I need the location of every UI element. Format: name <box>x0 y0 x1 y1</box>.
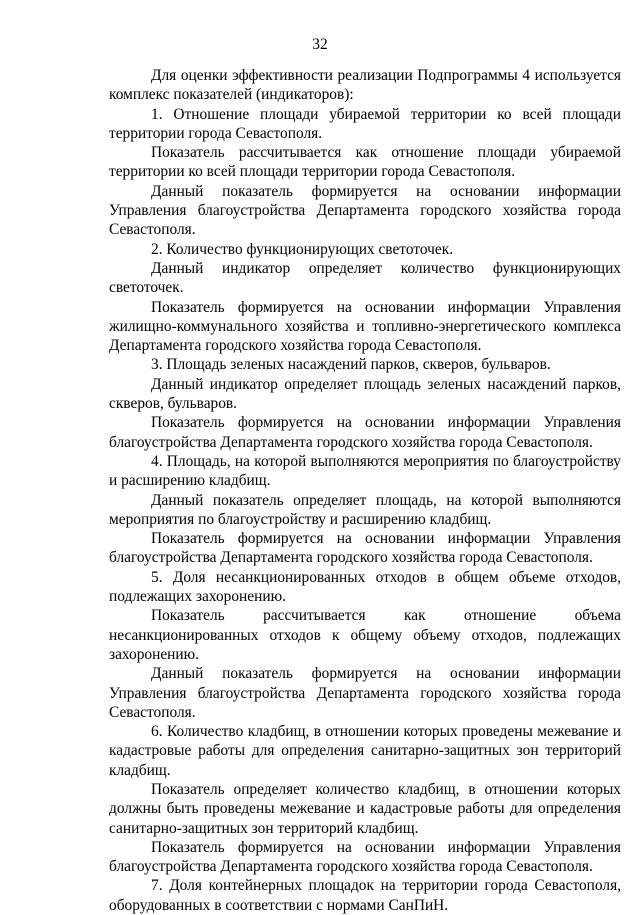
paragraph-intro: Для оценки эффективности реализации Подпрограммы 4 используется комплекс показателей (индикаторов): <box>109 67 621 104</box>
indicator-2-title: 2. Количество функционирующих светоточек. <box>151 240 454 258</box>
indicator-3-definition: Данный индикатор определяет площадь зеленых насаждений парков, скверов, бульваров. <box>109 375 621 413</box>
indicator-6-title: 6. Количество кладбищ, в отношении которых проведены межевание и кадастровые работы для определения санитарно-защитных зон территорий кладбищ. <box>109 723 621 779</box>
indicator-4-title: 4. Площадь, на которой выполняются мероприятия по благоустройству и расширению кладбищ. <box>109 452 621 490</box>
indicator-2-source: Показатель формируется на основании информации Управления жилищно-коммунального хозяйства и топливно-энергетического комплекса Департамента городского хозяйства города Севастополя. <box>109 298 621 355</box>
indicator-5-source: Данный показатель формируется на основании информации Управления благоустройства Департамента городского хозяйства города Севастополя. <box>109 665 621 721</box>
indicator-3-title: 3. Площадь зеленых насаждений парков, скверов, бульваров. <box>151 356 551 374</box>
indicator-3-source: Показатель формируется на основании информации Управления благоустройства Департамента городского хозяйства города Севастополя. <box>109 414 621 451</box>
indicator-1-source: Данный показатель формируется на основании информации Управления благоустройства Департамента городского хозяйства города Севастополя. <box>109 182 621 239</box>
indicator-4-definition: Данный показатель определяет площадь, на которой выполняются мероприятия по благоустройству и расширению кладбищ. <box>109 491 621 528</box>
indicator-2-definition: Данный индикатор определяет количество функционирующих светоточек. <box>109 259 621 297</box>
indicator-7-title: 7. Доля контейнерных площадок на территории города Севастополя, оборудованных в соответствии с нормами СанПиН. <box>109 877 621 914</box>
indicator-1-title: 1. Отношение площади убираемой территории ко всей площади территории города Севастополя. <box>109 105 621 142</box>
indicator-6-definition: Показатель определяет количество кладбищ, в отношении которых должны быть проведены межевание и кадастровые работы для определения санитарно-защитных зон территорий кладбищ. <box>109 780 621 837</box>
document-body <box>109 66 621 915</box>
indicator-5-title: 5. Доля несанкционированных отходов в общем объеме отходов, подлежащих захоронению. <box>109 568 621 606</box>
indicator-4-source: Показатель формируется на основании информации Управления благоустройства Департамента городского хозяйства города Севастополя. <box>109 530 621 567</box>
indicator-5-calculation: Показатель рассчитывается как отношение объема несанкционированных отходов к общему объему отходов, подлежащих захоронению. <box>109 607 621 663</box>
indicator-6-source: Показатель формируется на основании информации Управления благоустройства Департамента городского хозяйства города Севастополя. <box>109 838 621 876</box>
indicator-1-calculation: Показатель рассчитывается как отношение площади убираемой территории ко всей площади территории города Севастополя. <box>109 144 621 181</box>
page-number: 32 <box>312 36 328 53</box>
